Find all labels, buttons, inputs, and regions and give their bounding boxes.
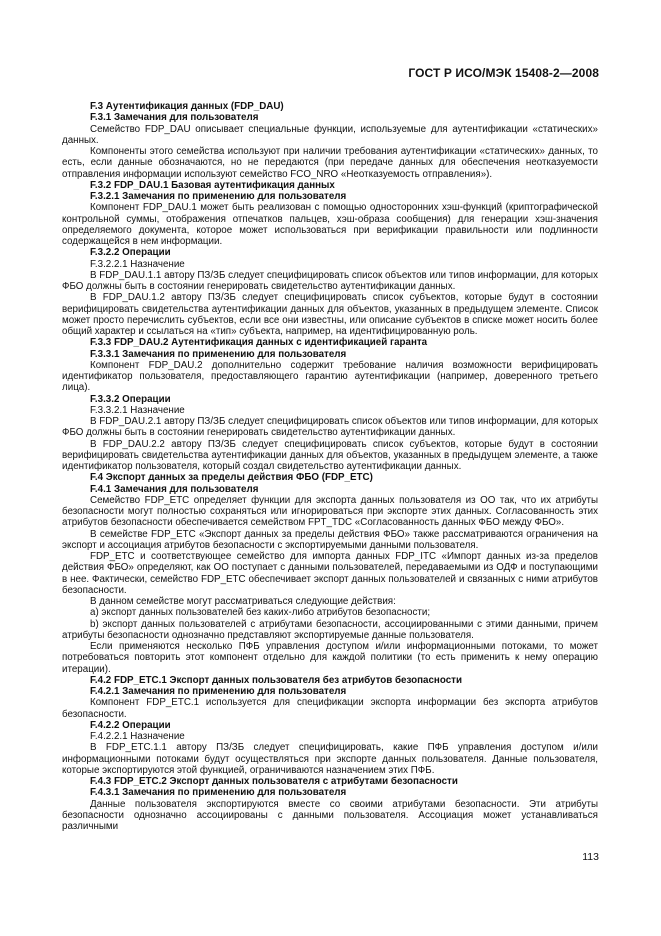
- section-heading: F.3.2.1 Замечания по применению для пользователя: [90, 191, 347, 202]
- paragraph: F.3.3.2.1 Назначение: [90, 404, 185, 416]
- paragraph: Если применяются несколько ПФБ управления доступом и/или информационными потоками, то может потребоваться повторить этот компонент отдельно для каждой политики (то есть применить к нему операцию итерации).: [62, 641, 598, 675]
- section-heading: F.3 Аутентификация данных (FDP_DAU): [90, 101, 284, 112]
- paragraph: В FDP_DAU.1.2 автору ПЗ/ЗБ следует специфицировать список субъектов, которые будут в состоянии верифицировать свидетельства аутентификации данных для объектов, указанных в предыдущем элементе. Список может просто перечислить субъектов, если все они известны, или описание субъектов в списке может носить более общий характер и ссылаться на «тип» субъекта, например, на идентифицированную роль.: [62, 292, 598, 337]
- paragraph: а) экспорт данных пользователей без каких-либо атрибутов безопасности;: [90, 607, 431, 619]
- paragraph: В FDP_DAU.2.2 автору ПЗ/ЗБ следует специфицировать список субъектов, которые будут в состоянии верифицировать свидетельства аутентификации данных для объектов, указанных в предыдущем элементе, а также идентификатор пользователя, который создал свидетельство аутентификации данных.: [62, 438, 598, 472]
- page-number: 113: [582, 851, 599, 863]
- document-body: [62, 101, 598, 832]
- section-heading: F.4.3 FDP_ETC.2 Экспорт данных пользователя с атрибутами безопасности: [90, 776, 458, 787]
- section-heading: F.4.2.1 Замечания по применению для пользователя: [90, 686, 347, 697]
- paragraph: В FDP_ETC.1.1 автору ПЗ/ЗБ следует специфицировать, какие ПФБ управления доступом и/или информационными потоками будут осуществляться при экспорте данных пользователя. Данные пользователя, которые экспортируются этой функцией, ограничиваются назначением этих ПФБ.: [62, 742, 598, 776]
- paragraph: В FDP_DAU.2.1 автору ПЗ/ЗБ следует специфицировать список объектов или типов информации, для которых ФБО должны быть в состоянии генерировать свидетельство аутентификации данных.: [62, 416, 598, 439]
- paragraph: Компонент FDP_DAU.2 дополнительно содержит требование наличия возможности верифицировать идентификатор пользователя, предоставляющего гарантию аутентификации (например, доверенного третьего лица).: [62, 359, 598, 394]
- section-heading: F.4.3.1 Замечания по применению для пользователя: [90, 787, 347, 799]
- paragraph: F.3.2.2.1 Назначение: [90, 258, 185, 270]
- paragraph: Компоненты этого семейства используют при наличии требования аутентификации «статических» данных, то есть, если данные обозначаются, но не передаются (при передаче данных для обеспечения неотказуемости отправления информации используют семейство FCO_NRO «Неотказуемость отправления»).: [62, 146, 598, 180]
- section-heading: F.4.1 Замечания для пользователя: [90, 483, 259, 495]
- section-heading: F.3.1 Замечания для пользователя: [90, 112, 259, 124]
- paragraph: Семейство FDP_DAU описывает специальные функции, используемые для аутентификации «статических» данных.: [62, 123, 598, 146]
- paragraph: F.4.2.2.1 Назначение: [90, 731, 185, 742]
- paragraph: b) экспорт данных пользователей с атрибутами безопасности, ассоциированными с этими данными, причем атрибуты безопасности однозначно представляют экспортируемые данные пользователя.: [62, 618, 598, 641]
- section-heading: F.3.3 FDP_DAU.2 Аутентификация данных с идентификацией гаранта: [90, 337, 428, 349]
- section-heading: F.3.3.2 Операции: [90, 393, 171, 405]
- paragraph: В данном семействе могут рассматриваться следующие действия:: [90, 596, 396, 607]
- paragraph: Компонент FDP_ETC.1 используется для спецификации экспорта информации без экспорта атрибутов безопасности.: [62, 697, 598, 720]
- section-heading: F.4.2.2 Операции: [90, 719, 171, 731]
- paragraph: В семействе FDP_ETC «Экспорт данных за пределы действия ФБО» также рассматриваются ограничения на экспорт и ассоциация атрибутов безопасности с экспортируемыми данными пользователя.: [62, 528, 598, 551]
- section-heading: F.3.2 FDP_DAU.1 Базовая аутентификация данных: [90, 179, 335, 191]
- paragraph: Семейство FDP_ETC определяет функции для экспорта данных пользователя из ОО так, что их атрибуты безопасности могут полностью сохраняться или игнорироваться при экспорте этих данных. Согласованность этих атрибутов безопасности обеспечивается семейством FPT_TDC «Согласованность данных ФБО между ФБО».: [62, 494, 598, 529]
- section-heading: F.4.2 FDP_ETC.1 Экспорт данных пользователя без атрибутов безопасности: [90, 674, 462, 686]
- section-heading: F.4 Экспорт данных за пределы действия ФБО (FDP_ETC): [90, 472, 373, 484]
- paragraph: Компонент FDP_DAU.1 может быть реализован с помощью односторонних хэш-функций (криптографической контрольной суммы, отображения отпечатков пальцев, хэш-образа сообщения) для генерации хэш-значения определяемого документа, которое может использоваться при верификации правильности или подлинности содержащейся в нем информации.: [62, 202, 598, 247]
- section-heading: F.3.2.2 Операции: [90, 247, 171, 259]
- paragraph: В FDP_DAU.1.1 автору ПЗ/ЗБ следует специфицировать список объектов или типов информации, для которых ФБО должны быть в состоянии генерировать свидетельство аутентификации данных.: [62, 269, 598, 292]
- document-header: ГОСТ Р ИСО/МЭК 15408-2—2008: [408, 66, 599, 80]
- paragraph: FDP_ETC и соответствующее семейство для импорта данных FDP_ITC «Импорт данных из-за пределов действия ФБО» определяют, как ОО поступает с данными пользователей, передаваемыми из ОДФ и поступающими в нее. Фактически, семейство FDP_ETC обеспечивает экспорт данных пользователей и связанных с ними атрибутов безопасности.: [62, 551, 598, 596]
- section-heading: F.3.3.1 Замечания по применению для пользователя: [90, 348, 347, 360]
- paragraph: Данные пользователя экспортируются вместе со своими атрибутами безопасности. Эти атрибуты безопасности однозначно ассоциированы с данными пользователя. Ассоциация может устанавливаться различными: [62, 798, 598, 832]
